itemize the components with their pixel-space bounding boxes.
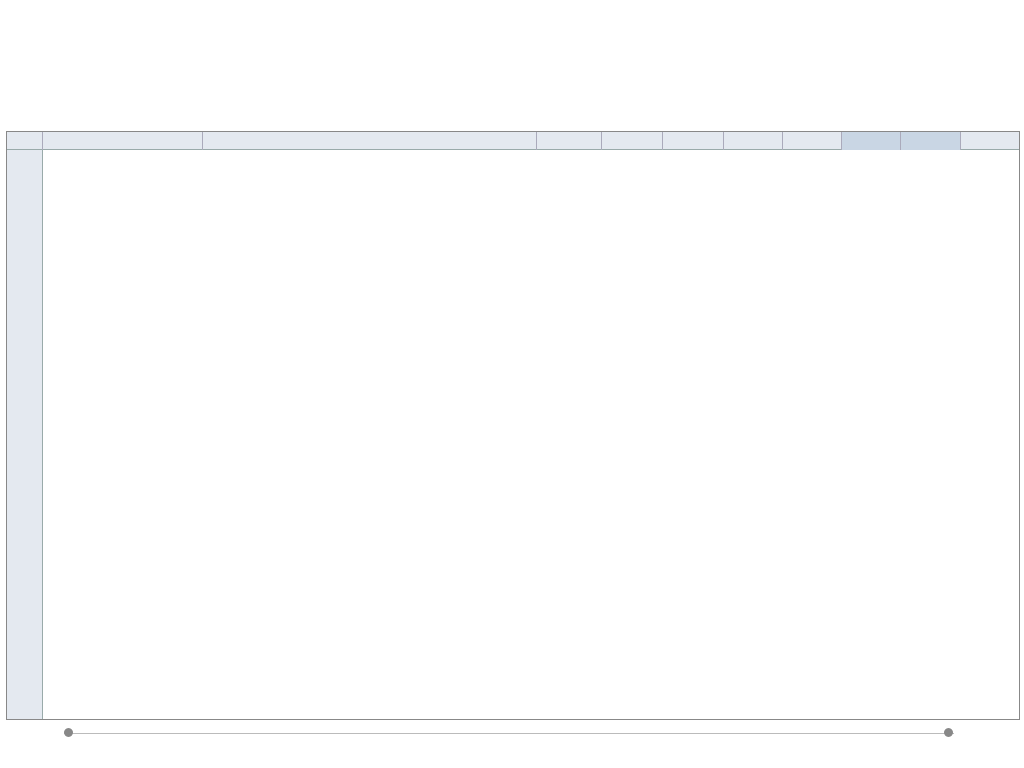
column-header[interactable]	[783, 132, 842, 150]
column-header[interactable]	[663, 132, 724, 150]
spreadsheet[interactable]	[6, 131, 1020, 720]
column-header[interactable]	[961, 132, 1020, 150]
column-header[interactable]	[842, 132, 901, 150]
column-header[interactable]	[43, 132, 203, 150]
row-header-bar	[7, 150, 43, 720]
select-all-corner[interactable]	[7, 132, 43, 150]
nav-dot-left	[64, 728, 73, 737]
column-header[interactable]	[537, 132, 602, 150]
cell-grid[interactable]	[43, 150, 1020, 720]
column-header[interactable]	[724, 132, 783, 150]
column-header[interactable]	[203, 132, 537, 150]
column-header[interactable]	[901, 132, 961, 150]
column-header[interactable]	[602, 132, 663, 150]
nav-dot-right	[944, 728, 953, 737]
slide-header	[30, 6, 1010, 25]
slide-divider	[64, 733, 954, 734]
column-header-bar	[7, 132, 1020, 150]
